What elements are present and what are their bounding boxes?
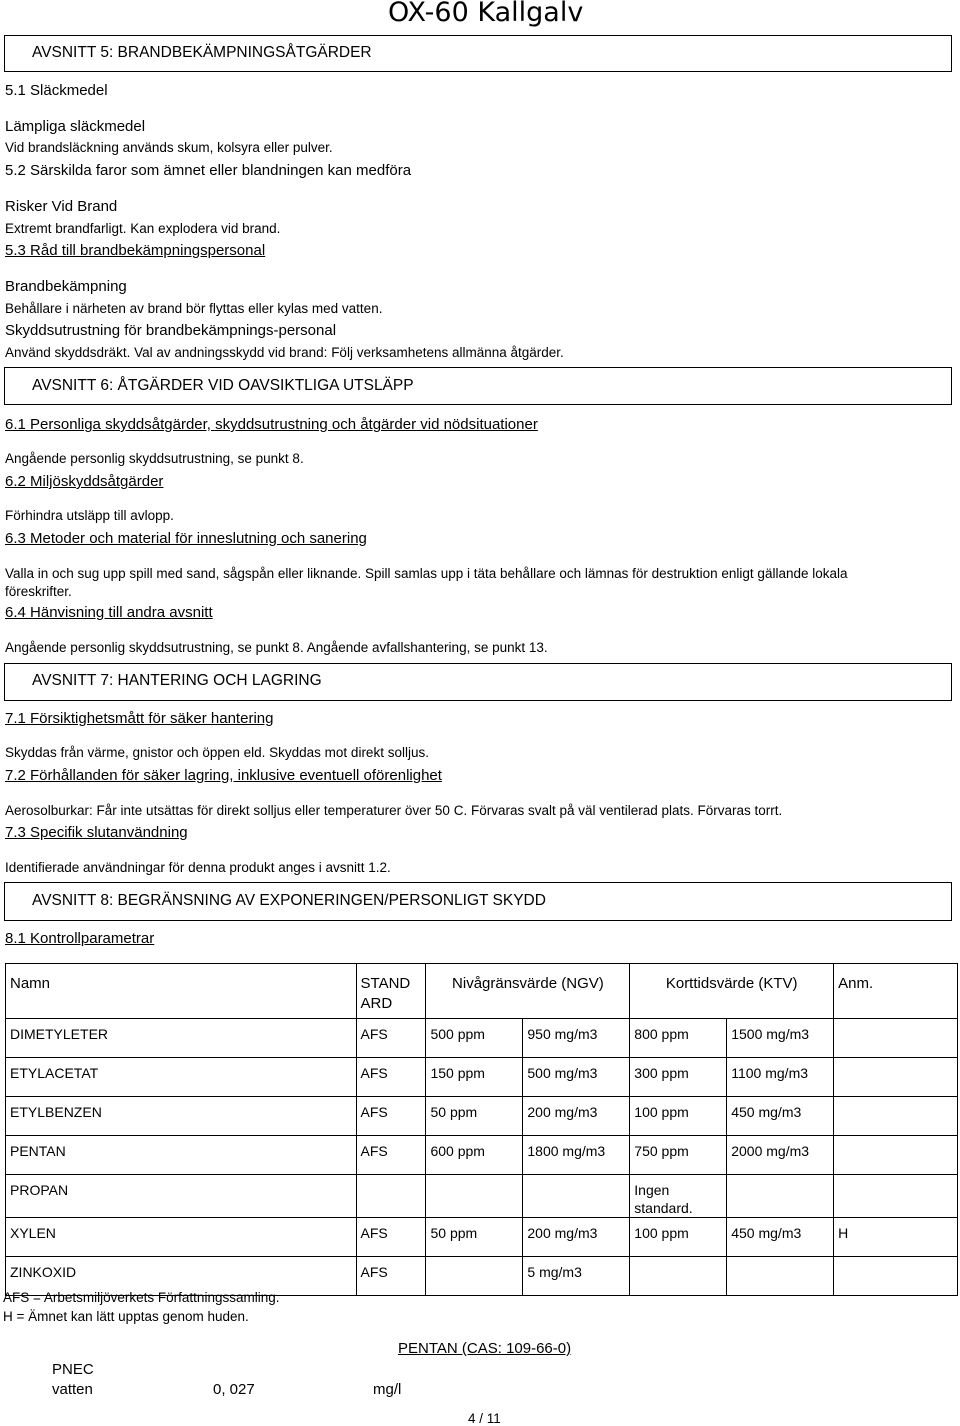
col-header-note: Anm. bbox=[834, 964, 958, 1019]
suitable-extinguishing-title: Lämpliga släckmedel bbox=[5, 118, 146, 135]
fire-risk-text: Extremt brandfarligt. Kan explodera vid brand. bbox=[5, 221, 281, 236]
heading-7-3: 7.3 Specifik slutanvändning bbox=[5, 824, 188, 841]
heading-6-2: 6.2 Miljöskyddsåtgärder bbox=[5, 473, 164, 490]
table-cell: AFS bbox=[356, 1058, 426, 1097]
table-cell: 50 ppm bbox=[426, 1218, 523, 1257]
section-7-heading: AVSNITT 7: HANTERING OCH LAGRING bbox=[32, 672, 322, 689]
table-cell: AFS bbox=[356, 1218, 426, 1257]
heading-6-1: 6.1 Personliga skyddsåtgärder, skyddsutrustning och åtgärder vid nödsituationer bbox=[5, 416, 538, 433]
table-cell: AFS bbox=[356, 1019, 426, 1058]
text-6-2: Förhindra utsläpp till avlopp. bbox=[5, 508, 174, 523]
document-title: OX-60 Kallgalv bbox=[388, 0, 584, 28]
table-cell bbox=[834, 1097, 958, 1136]
protective-equipment-text: Använd skyddsdräkt. Val av andningsskydd vid brand: Följ verksamhetens allmänna åtgärder. bbox=[5, 345, 564, 360]
table-row bbox=[6, 1136, 958, 1175]
table-cell: 950 mg/m3 bbox=[523, 1019, 630, 1058]
table-cell bbox=[727, 1175, 834, 1218]
col-header-standard: STAND ARD bbox=[356, 964, 426, 1019]
table-cell: 100 ppm bbox=[630, 1218, 727, 1257]
table-cell: XYLEN bbox=[6, 1218, 357, 1257]
text-6-1: Angående personlig skyddsutrustning, se punkt 8. bbox=[5, 451, 304, 466]
table-cell: 800 ppm bbox=[630, 1019, 727, 1058]
table-row bbox=[6, 1175, 958, 1218]
table-header-row bbox=[6, 964, 958, 1019]
table-cell: 500 mg/m3 bbox=[523, 1058, 630, 1097]
table-row bbox=[6, 1058, 958, 1097]
table-cell: ETYLBENZEN bbox=[6, 1097, 357, 1136]
table-cell: 450 mg/m3 bbox=[727, 1218, 834, 1257]
pnec-medium: vatten bbox=[52, 1381, 93, 1398]
table-cell bbox=[523, 1175, 630, 1218]
table-cell: ETYLACETAT bbox=[6, 1058, 357, 1097]
table-cell: 450 mg/m3 bbox=[727, 1097, 834, 1136]
section-6-heading: AVSNITT 6: ÅTGÄRDER VID OAVSIKTLIGA UTSLÄPP bbox=[32, 377, 414, 394]
suitable-extinguishing-text: Vid brandsläckning används skum, kolsyra eller pulver. bbox=[5, 140, 333, 155]
table-row bbox=[6, 1019, 958, 1058]
table-cell: PENTAN bbox=[6, 1136, 357, 1175]
table-cell bbox=[426, 1175, 523, 1218]
table-cell: 200 mg/m3 bbox=[523, 1097, 630, 1136]
protective-equipment-title: Skyddsutrustning för brandbekämpnings-personal bbox=[5, 322, 337, 339]
table-row bbox=[6, 1097, 958, 1136]
table-cell: H bbox=[834, 1218, 958, 1257]
table-cell: AFS bbox=[356, 1097, 426, 1136]
firefighting-text: Behållare i närheten av brand bör flyttas eller kylas med vatten. bbox=[5, 301, 383, 316]
text-7-3: Identifierade användningar för denna produkt anges i avsnitt 1.2. bbox=[5, 860, 391, 875]
pnec-value: 0, 027 bbox=[213, 1381, 255, 1398]
section-8-heading: AVSNITT 8: BEGRÄNSNING AV EXPONERINGEN/PERSONLIGT SKYDD bbox=[32, 892, 546, 909]
page-number: 4 / 11 bbox=[468, 1411, 501, 1426]
heading-7-1: 7.1 Försiktighetsmått för säker hantering bbox=[5, 710, 274, 727]
table-cell: 750 ppm bbox=[630, 1136, 727, 1175]
table-cell: 2000 mg/m3 bbox=[727, 1136, 834, 1175]
table-cell bbox=[834, 1058, 958, 1097]
text-7-2: Aerosolburkar: Får inte utsättas för direkt solljus eller temperaturer över 50 C. Förvaras svalt på väl ventilerad plats. Förvaras torrt. bbox=[5, 803, 783, 818]
exposure-limits-table bbox=[5, 963, 958, 1296]
table-cell: 100 ppm bbox=[630, 1097, 727, 1136]
pentan-cas-heading: PENTAN (CAS: 109-66-0) bbox=[398, 1340, 572, 1357]
table-cell: PROPAN bbox=[6, 1175, 357, 1218]
table-cell: 500 ppm bbox=[426, 1019, 523, 1058]
footnote-h: H = Ämnet kan lätt upptas genom huden. bbox=[3, 1309, 249, 1324]
table-cell: AFS bbox=[356, 1257, 426, 1296]
col-header-ngv: Nivågränsvärde (NGV) bbox=[426, 964, 630, 1019]
table-cell bbox=[426, 1257, 523, 1296]
table-cell: Ingen standard. bbox=[630, 1175, 727, 1218]
heading-5-3: 5.3 Råd till brandbekämpningspersonal bbox=[5, 242, 266, 259]
table-cell bbox=[834, 1175, 958, 1218]
table-cell: 200 mg/m3 bbox=[523, 1218, 630, 1257]
table-cell: 50 ppm bbox=[426, 1097, 523, 1136]
table-cell: 5 mg/m3 bbox=[523, 1257, 630, 1296]
pnec-unit: mg/l bbox=[373, 1381, 402, 1398]
firefighting-title: Brandbekämpning bbox=[5, 278, 127, 295]
heading-5-2: 5.2 Särskilda faror som ämnet eller blandningen kan medföra bbox=[5, 162, 412, 179]
table-cell: 1800 mg/m3 bbox=[523, 1136, 630, 1175]
table-cell: 1100 mg/m3 bbox=[727, 1058, 834, 1097]
heading-5-1: 5.1 Släckmedel bbox=[5, 82, 108, 99]
table-cell: ZINKOXID bbox=[6, 1257, 357, 1296]
heading-6-3: 6.3 Metoder och material för inneslutning och sanering bbox=[5, 530, 367, 547]
text-6-3: Valla in och sug upp spill med sand, sågspån eller liknande. Spill samlas upp i täta behållare och lämnas för destruktion enligt gällande lokala föreskrifter. bbox=[5, 566, 848, 599]
text-6-4: Angående personlig skyddsutrustning, se punkt 8. Angående avfallshantering, se punkt 13. bbox=[5, 640, 548, 655]
table-row bbox=[6, 1218, 958, 1257]
heading-6-4: 6.4 Hänvisning till andra avsnitt bbox=[5, 604, 213, 621]
fire-risk-title: Risker Vid Brand bbox=[5, 198, 118, 215]
footnote-afs: AFS = Arbetsmiljöverkets Författningssamling. bbox=[3, 1290, 280, 1305]
col-header-ktv: Korttidsvärde (KTV) bbox=[630, 964, 834, 1019]
table-cell bbox=[834, 1019, 958, 1058]
table-cell: DIMETYLETER bbox=[6, 1019, 357, 1058]
heading-7-2: 7.2 Förhållanden för säker lagring, inklusive eventuell oförenlighet bbox=[5, 767, 442, 784]
table-cell: 600 ppm bbox=[426, 1136, 523, 1175]
table-cell bbox=[630, 1257, 727, 1296]
table-cell: 1500 mg/m3 bbox=[727, 1019, 834, 1058]
table-cell bbox=[834, 1257, 958, 1296]
table-cell: AFS bbox=[356, 1136, 426, 1175]
section-5-heading: AVSNITT 5: BRANDBEKÄMPNINGSÅTGÄRDER bbox=[32, 44, 372, 61]
table-cell: 150 ppm bbox=[426, 1058, 523, 1097]
table-cell bbox=[834, 1136, 958, 1175]
table-cell bbox=[727, 1257, 834, 1296]
table-cell bbox=[356, 1175, 426, 1218]
col-header-name: Namn bbox=[6, 964, 357, 1019]
pnec-label: PNEC bbox=[52, 1361, 94, 1378]
text-7-1: Skyddas från värme, gnistor och öppen eld. Skyddas mot direkt solljus. bbox=[5, 745, 429, 760]
table-cell: 300 ppm bbox=[630, 1058, 727, 1097]
heading-8-1: 8.1 Kontrollparametrar bbox=[5, 930, 155, 947]
